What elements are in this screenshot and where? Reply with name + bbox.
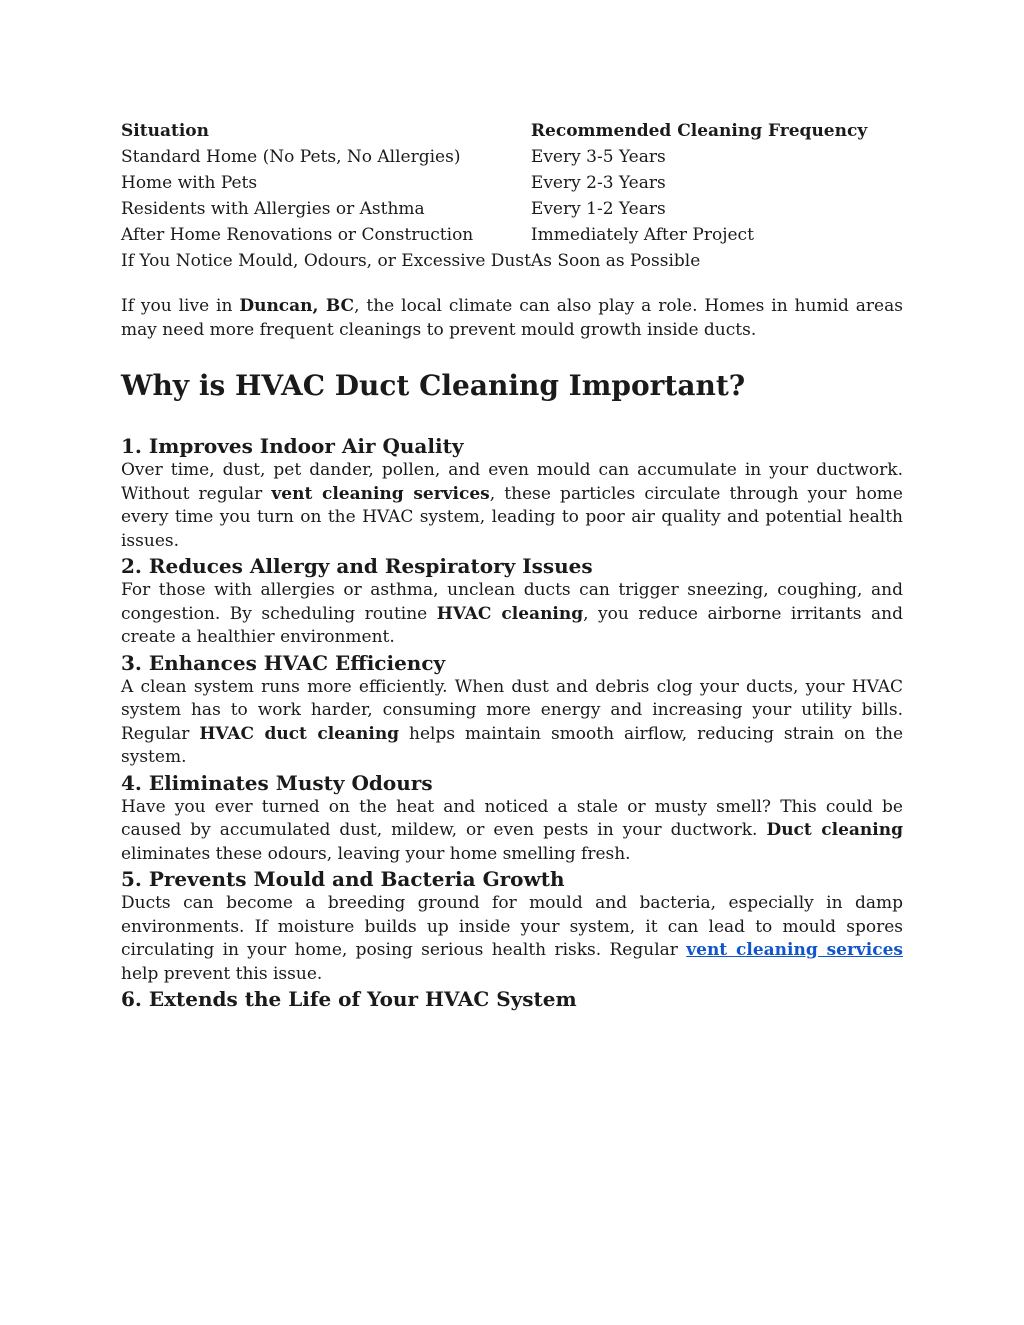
section-text-continued: , these particles circulate through your home every time you turn on the HVAC system, leading to poor air quality and potential health issues. [121,483,903,551]
table-cell-frequency: Every 1-2 Years [530,199,666,219]
page-heading: Why is HVAC Duct Cleaning Important? [121,369,746,402]
cleaning-frequency-table [121,118,867,274]
table-cell-frequency: Immediately After Project [530,225,754,245]
table-row [121,222,867,248]
table-cell-situation: Residents with Allergies or Asthma [121,199,425,219]
vent-cleaning-services-link[interactable]: vent cleaning services [686,940,903,960]
document-page [121,118,903,1012]
section-title-efficiency: 3. Enhances HVAC Efficiency [121,650,446,675]
table-header-situation: Situation [121,121,209,141]
section-title-lifespan: 6. Extends the Life of Your HVAC System [121,987,577,1011]
section-title-mould: 5. Prevents Mould and Bacteria Growth [121,867,565,891]
table-cell-frequency: As Soon as Possible [530,251,701,271]
table-row [121,144,867,170]
section-title-air-quality: 1. Improves Indoor Air Quality [121,434,464,458]
section-emphasis: vent cleaning services [271,483,490,504]
table-cell-situation: If You Notice Mould, Odours, or Excessive Dust [121,251,531,271]
table-cell-situation: Home with Pets [121,173,258,193]
table-cell-frequency: Every 2-3 Years [530,173,666,193]
section-emphasis: Duct cleaning [766,820,903,840]
table-header-row [121,118,867,144]
intro-paragraph [121,295,903,342]
intro-text: If you live in [121,296,240,316]
section-text: Over time, dust, pet dander, pollen, and even mould can accumulate in your ductwork. Without regular [121,460,903,504]
section-body-allergy [121,579,903,650]
table-row [121,170,867,196]
table-header-frequency: Recommended Cleaning Frequency [530,121,868,141]
section-emphasis: HVAC duct cleaning [199,723,400,744]
section-body-odours [121,796,903,867]
section-text-continued: eliminates these odours, leaving your home smelling fresh. [121,843,631,864]
section-emphasis: HVAC cleaning [436,603,584,624]
table-row [121,248,867,274]
section-body-air-quality [121,459,903,553]
section-text: For those with allergies or asthma, unclean ducts can trigger sneezing, coughing, and congestion. By scheduling routine [121,580,903,624]
section-text-continued: helps maintain smooth airflow, reducing strain on the system. [121,723,904,767]
table-cell-situation: Standard Home (No Pets, No Allergies) [121,147,461,167]
section-text-continued: , you reduce airborne irritants and create a healthier environment. [121,603,903,647]
section-body-efficiency [121,676,903,770]
section-text-continued: help prevent this issue. [121,963,323,984]
section-title-odours: 4. Eliminates Musty Odours [121,770,433,795]
table-cell-frequency: Every 3-5 Years [530,147,666,167]
location-name: Duncan, BC [239,296,355,316]
intro-text-continued: , the local climate can also play a role. Homes in humid areas may need more frequent cleanings to prevent mould growth inside ducts. [121,296,903,340]
section-body-mould [121,892,903,986]
section-title-allergy: 2. Reduces Allergy and Respiratory Issues [121,554,593,578]
section-text: Ducts can become a breeding ground for mould and bacteria, especially in damp environments. If moisture builds up inside your system, it can lead to mould spores circulating in your home, posing serious health risks. Regular [121,893,903,960]
table-row [121,196,867,222]
table-cell-situation: After Home Renovations or Construction [121,225,474,245]
section-text: Have you ever turned on the heat and noticed a stale or musty smell? This could be caused by accumulated dust, mildew, or even pests in your ductwork. [121,796,903,840]
section-text: A clean system runs more efficiently. When dust and debris clog your ducts, your HVAC system has to work harder, consuming more energy and increasing your utility bills. Regular [121,676,903,744]
